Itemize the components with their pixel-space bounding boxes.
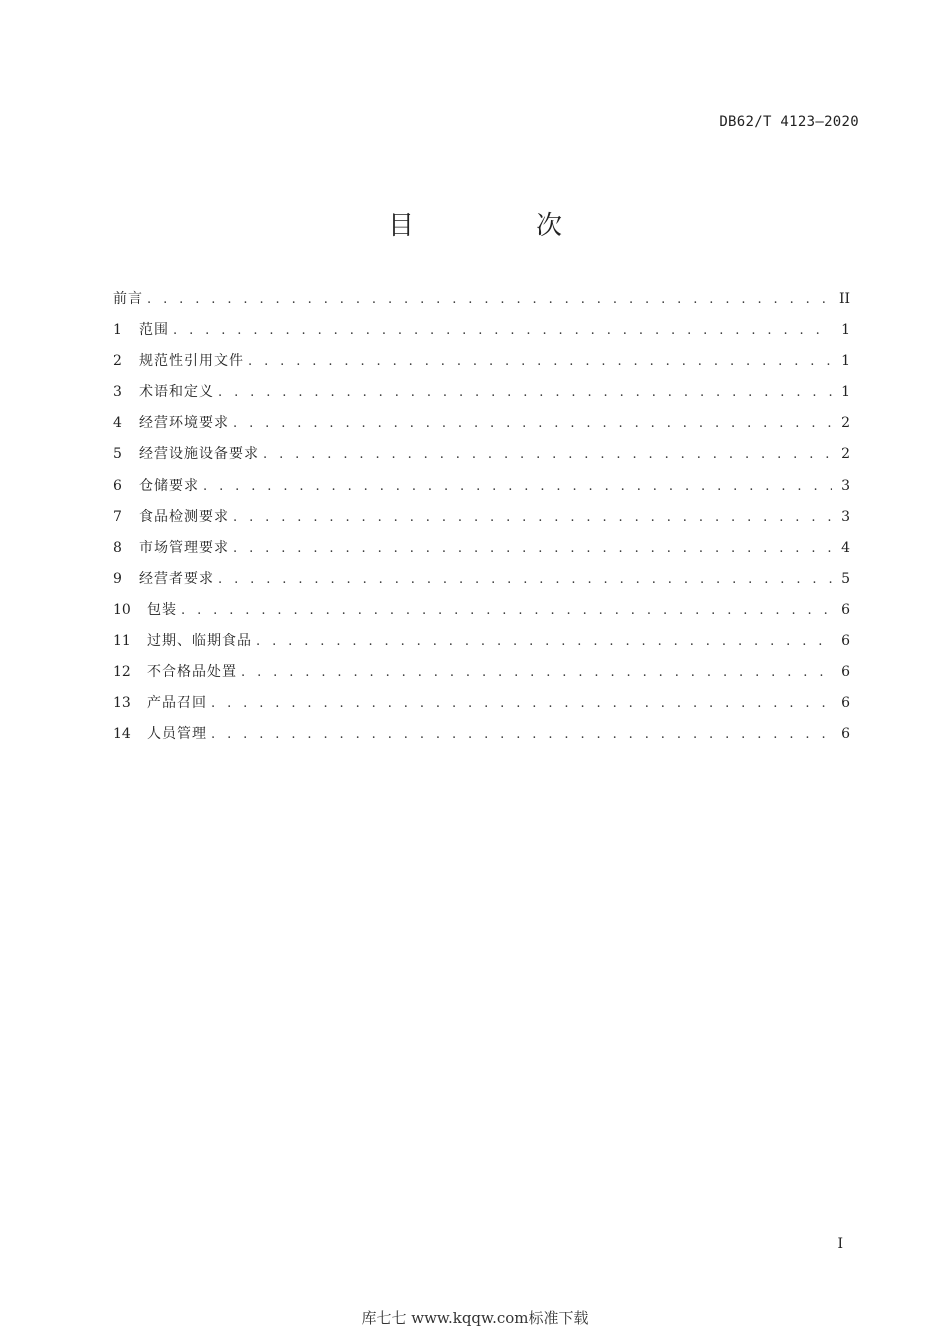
toc-entry-page: 6 — [841, 726, 850, 743]
page-title: 目 次 — [387, 211, 610, 241]
toc-entry-page: 1 — [841, 322, 850, 339]
toc-entry-foreword[interactable] — [113, 284, 850, 315]
toc-entry-page: 3 — [841, 508, 850, 525]
toc-entry-label: 经营设施设备要求 — [139, 446, 259, 463]
toc-entry-page: 6 — [841, 601, 850, 618]
toc-entry-page: II — [838, 291, 850, 307]
toc-entry-label: 过期、临期食品 — [147, 633, 252, 650]
toc-entry-page: 5 — [841, 570, 850, 587]
toc-entry-number: 14 — [113, 726, 131, 743]
dot-leader — [181, 595, 832, 626]
toc-entry-number: 3 — [113, 384, 122, 401]
toc-entry-number: 10 — [113, 601, 131, 618]
toc-entry-3[interactable] — [113, 377, 850, 408]
toc-entry-12[interactable] — [113, 657, 850, 688]
toc-entry-page: 2 — [841, 446, 850, 463]
toc-entry-5[interactable] — [113, 439, 850, 470]
toc-entry-page: 1 — [841, 353, 850, 370]
toc-entry-label: 经营环境要求 — [139, 415, 229, 432]
toc-entry-label: 不合格品处置 — [147, 664, 237, 681]
document-code: DB62/T 4123—2020 — [719, 114, 859, 130]
toc-entry-number: 8 — [113, 539, 122, 556]
toc-entry-label: 人员管理 — [147, 726, 207, 743]
dot-leader — [248, 346, 832, 377]
dot-leader — [211, 719, 832, 750]
dot-leader — [173, 315, 832, 346]
toc-entry-label: 范围 — [139, 322, 169, 339]
toc-entry-number: 5 — [113, 446, 122, 463]
toc-entry-9[interactable] — [113, 564, 850, 595]
toc-entry-8[interactable] — [113, 533, 850, 564]
toc-entry-page: 4 — [841, 539, 850, 556]
toc-entry-7[interactable] — [113, 502, 850, 533]
dot-leader — [256, 626, 832, 657]
toc-entry-page: 6 — [841, 664, 850, 681]
toc-entry-label: 前言 — [113, 291, 143, 307]
toc-entry-14[interactable] — [113, 719, 850, 750]
dot-leader — [211, 688, 832, 719]
toc-entry-page: 6 — [841, 633, 850, 650]
table-of-contents — [113, 284, 850, 750]
dot-leader — [233, 408, 832, 439]
toc-entry-number: 4 — [113, 415, 122, 432]
toc-entry-number: 2 — [113, 353, 122, 370]
footer-watermark-text: 库七七 www.kqqw.com标准下载 — [361, 1309, 589, 1327]
toc-entry-page: 6 — [841, 695, 850, 712]
toc-entry-label: 术语和定义 — [139, 384, 214, 401]
dot-leader — [241, 657, 832, 688]
toc-entry-label: 食品检测要求 — [139, 508, 229, 525]
toc-entry-number: 7 — [113, 508, 122, 525]
toc-entry-label: 经营者要求 — [139, 570, 214, 587]
toc-entry-label: 包装 — [147, 601, 177, 618]
toc-entry-page: 3 — [841, 477, 850, 494]
dot-leader — [203, 471, 832, 502]
page-number: I — [837, 1236, 843, 1252]
dot-leader — [147, 284, 832, 315]
toc-entry-number: 6 — [113, 477, 122, 494]
dot-leader — [233, 533, 832, 564]
toc-entry-number: 12 — [113, 664, 131, 681]
toc-entry-label: 产品召回 — [147, 695, 207, 712]
toc-entry-10[interactable] — [113, 595, 850, 626]
toc-entry-6[interactable] — [113, 471, 850, 502]
toc-entry-label: 市场管理要求 — [139, 539, 229, 556]
toc-entry-page: 1 — [841, 384, 850, 401]
toc-entry-4[interactable] — [113, 408, 850, 439]
toc-entry-1[interactable] — [113, 315, 850, 346]
toc-entry-label: 规范性引用文件 — [139, 353, 244, 370]
toc-entry-page: 2 — [841, 415, 850, 432]
dot-leader — [233, 502, 832, 533]
toc-entry-13[interactable] — [113, 688, 850, 719]
toc-entry-number: 13 — [113, 695, 131, 712]
toc-entry-number: 11 — [113, 633, 131, 650]
dot-leader — [218, 377, 832, 408]
dot-leader — [218, 564, 832, 595]
toc-entry-label: 仓储要求 — [139, 477, 199, 494]
toc-entry-number: 9 — [113, 570, 122, 587]
toc-entry-number: 1 — [113, 322, 122, 339]
dot-leader — [263, 439, 832, 470]
toc-entry-2[interactable] — [113, 346, 850, 377]
toc-entry-11[interactable] — [113, 626, 850, 657]
